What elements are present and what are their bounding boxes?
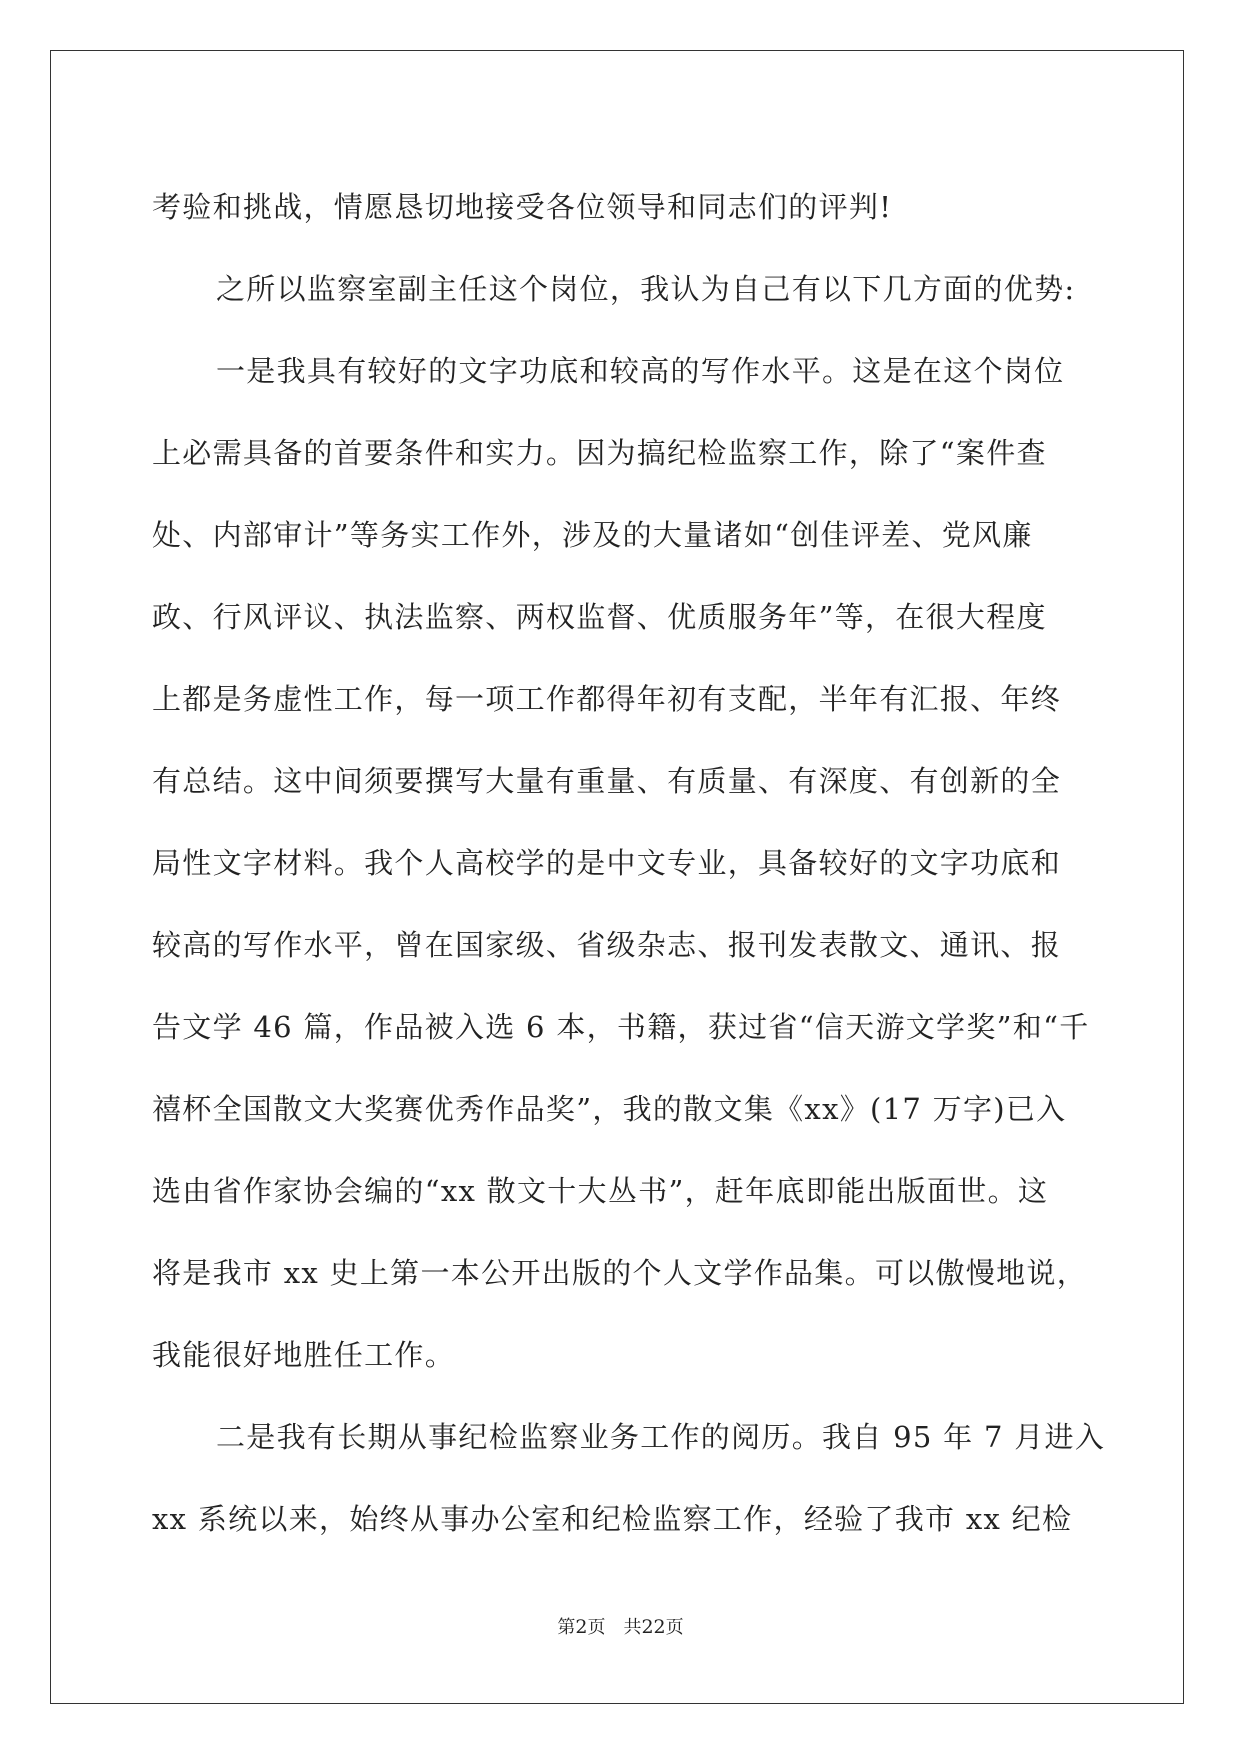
text-line: 考验和挑战，情愿恳切地接受各位领导和同志们的评判! — [152, 190, 893, 224]
text-line: 局性文字材料。我个人高校学的是中文专业，具备较好的文字功底和 — [152, 846, 1062, 880]
text-line: 有总结。这中间须要撰写大量有重量、有质量、有深度、有创新的全 — [152, 764, 1062, 798]
text-line: 上必需具备的首要条件和实力。因为搞纪检监察工作，除了“案件查 — [152, 436, 1047, 470]
text-line: 禧杯全国散文大奖赛优秀作品奖”，我的散文集《xx》(17 万字)已入 — [152, 1092, 1067, 1126]
current-page-number: 2 — [575, 1616, 588, 1638]
footer-prefix: 第 — [557, 1617, 576, 1638]
page-footer — [0, 1615, 1241, 1640]
paragraph — [152, 248, 1082, 330]
text-line: 上都是务虚性工作，每一项工作都得年初有支配，半年有汇报、年终 — [152, 682, 1062, 716]
text-line: 告文学 46 篇，作品被入选 6 本，书籍，获过省“信天游文学奖”和“千 — [152, 1010, 1090, 1044]
text-line: 我能很好地胜任工作。 — [152, 1338, 456, 1372]
text-line: 之所以监察室副主任这个岗位，我认为自己有以下几方面的优势: — [216, 272, 1076, 306]
total-pages-number: 22 — [641, 1616, 666, 1638]
document-body — [152, 166, 1106, 1560]
paragraph — [152, 166, 1082, 248]
paragraph — [152, 1396, 1106, 1560]
footer-total-unit: 页 — [665, 1617, 684, 1638]
text-line: 政、行风评议、执法监察、两权监督、优质服务年”等，在很大程度 — [152, 600, 1047, 634]
text-line: 将是我市 xx 史上第一本公开出版的个人文学作品集。可以傲慢地说， — [152, 1256, 1088, 1290]
paragraph — [152, 330, 1090, 1396]
text-line: 一是我具有较好的文字功底和较高的写作水平。这是在这个岗位 — [216, 354, 1065, 388]
text-line: 选由省作家协会编的“xx 散文十大丛书”，赶年底即能出版面世。这 — [152, 1174, 1049, 1208]
footer-page-unit: 页 — [587, 1617, 606, 1638]
text-line: 处、内部审计”等务实工作外，涉及的大量诸如“创佳评差、党风廉 — [152, 518, 1033, 552]
text-line: xx 系统以来，始终从事办公室和纪检监察工作，经验了我市 xx 纪检 — [152, 1502, 1073, 1536]
text-line: 较高的写作水平，曾在国家级、省级杂志、报刊发表散文、通讯、报 — [152, 928, 1062, 962]
footer-total-prefix: 共 — [623, 1617, 642, 1638]
text-line: 二是我有长期从事纪检监察业务工作的阅历。我自 95 年 7 月进入 — [216, 1420, 1106, 1454]
